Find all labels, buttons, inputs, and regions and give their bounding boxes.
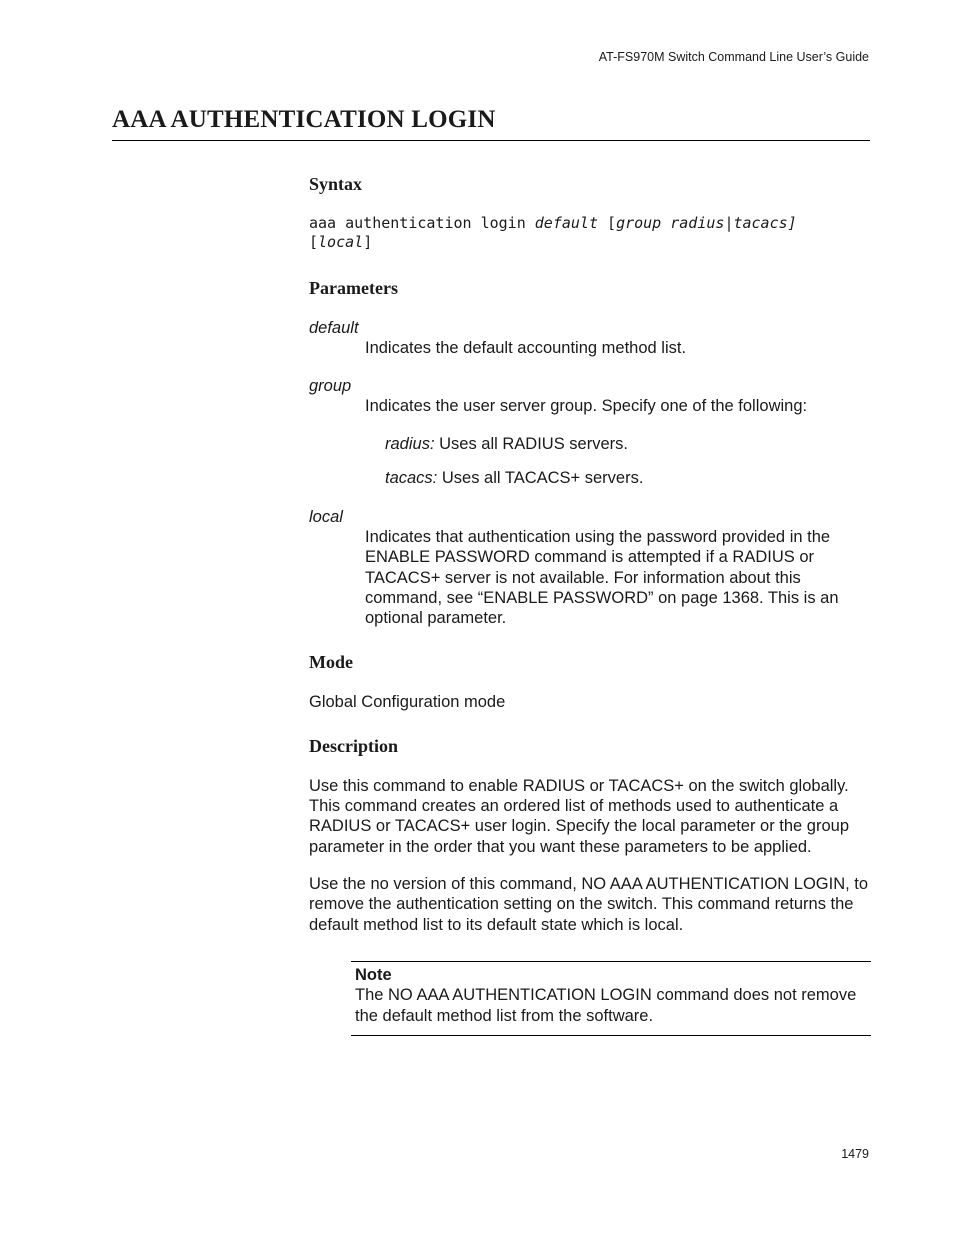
syntax-bracket-open: [ — [598, 214, 617, 232]
param-default-desc: Indicates the default accounting method list. — [365, 339, 687, 358]
syntax-command: aaa authentication login — [309, 214, 535, 232]
note-title: Note — [355, 965, 392, 984]
content-column — [309, 172, 871, 1036]
param-local-name: local — [309, 507, 343, 526]
description-heading: Description — [309, 735, 398, 756]
syntax-line2-open: [ — [309, 233, 319, 251]
syntax-heading: Syntax — [309, 174, 363, 194]
syntax-arg-default: default — [534, 214, 598, 232]
param-group-desc: Indicates the user server group. Specify one of the following: — [365, 396, 808, 415]
syntax-arg-group: group radius — [616, 214, 725, 232]
param-default-name: default — [309, 319, 359, 337]
mode-heading: Mode — [309, 651, 353, 672]
mode-text: Global Configuration mode — [309, 692, 506, 711]
syntax-pipe: | — [724, 214, 734, 232]
description-paragraph-1: Use this command to enable RADIUS or TACACS+ on the switch globally. This command creates an ordered list of methods used to authenticate a RADIUS or TACACS+ user login. Specify the local parameter or the group parameter in the order that you want these parameters to be applied. — [309, 776, 850, 856]
syntax-arg-tacacs: tacacs] — [733, 214, 797, 232]
group-option-tacacs — [385, 468, 871, 488]
syntax-block — [309, 214, 871, 252]
option-tacacs-name: tacacs: — [385, 469, 438, 488]
page-title: AAA AUTHENTICATION LOGIN — [112, 106, 870, 141]
parameters-heading: Parameters — [309, 278, 398, 298]
note-box — [351, 961, 871, 1036]
option-tacacs-desc: Uses all TACACS+ servers. — [437, 469, 644, 488]
description-paragraph-2: Use the no version of this command, NO AAA AUTHENTICATION LOGIN, to remove the authentication setting on the switch. This command returns the default method list to its default state which is local. — [309, 875, 869, 934]
note-text: The NO AAA AUTHENTICATION LOGIN command does not remove the default method list from the software. — [355, 986, 857, 1025]
param-local-desc: Indicates that authentication using the password provided in the ENABLE PASSWORD command is attempted if a RADIUS or TACACS+ server is not available. For information about this command, see “ENABLE PASSWORD” on page 1368. This is an optional parameter. — [365, 528, 839, 628]
option-radius-desc: Uses all RADIUS servers. — [434, 435, 628, 454]
option-radius-name: radius: — [385, 435, 435, 454]
running-header: AT-FS970M Switch Command Line User’s Guide — [598, 50, 869, 64]
param-group-name: group — [309, 376, 352, 395]
syntax-line2-close: ] — [363, 233, 373, 251]
page-number: 1479 — [841, 1147, 869, 1161]
group-option-radius — [385, 434, 871, 454]
syntax-arg-local: local — [318, 233, 364, 251]
